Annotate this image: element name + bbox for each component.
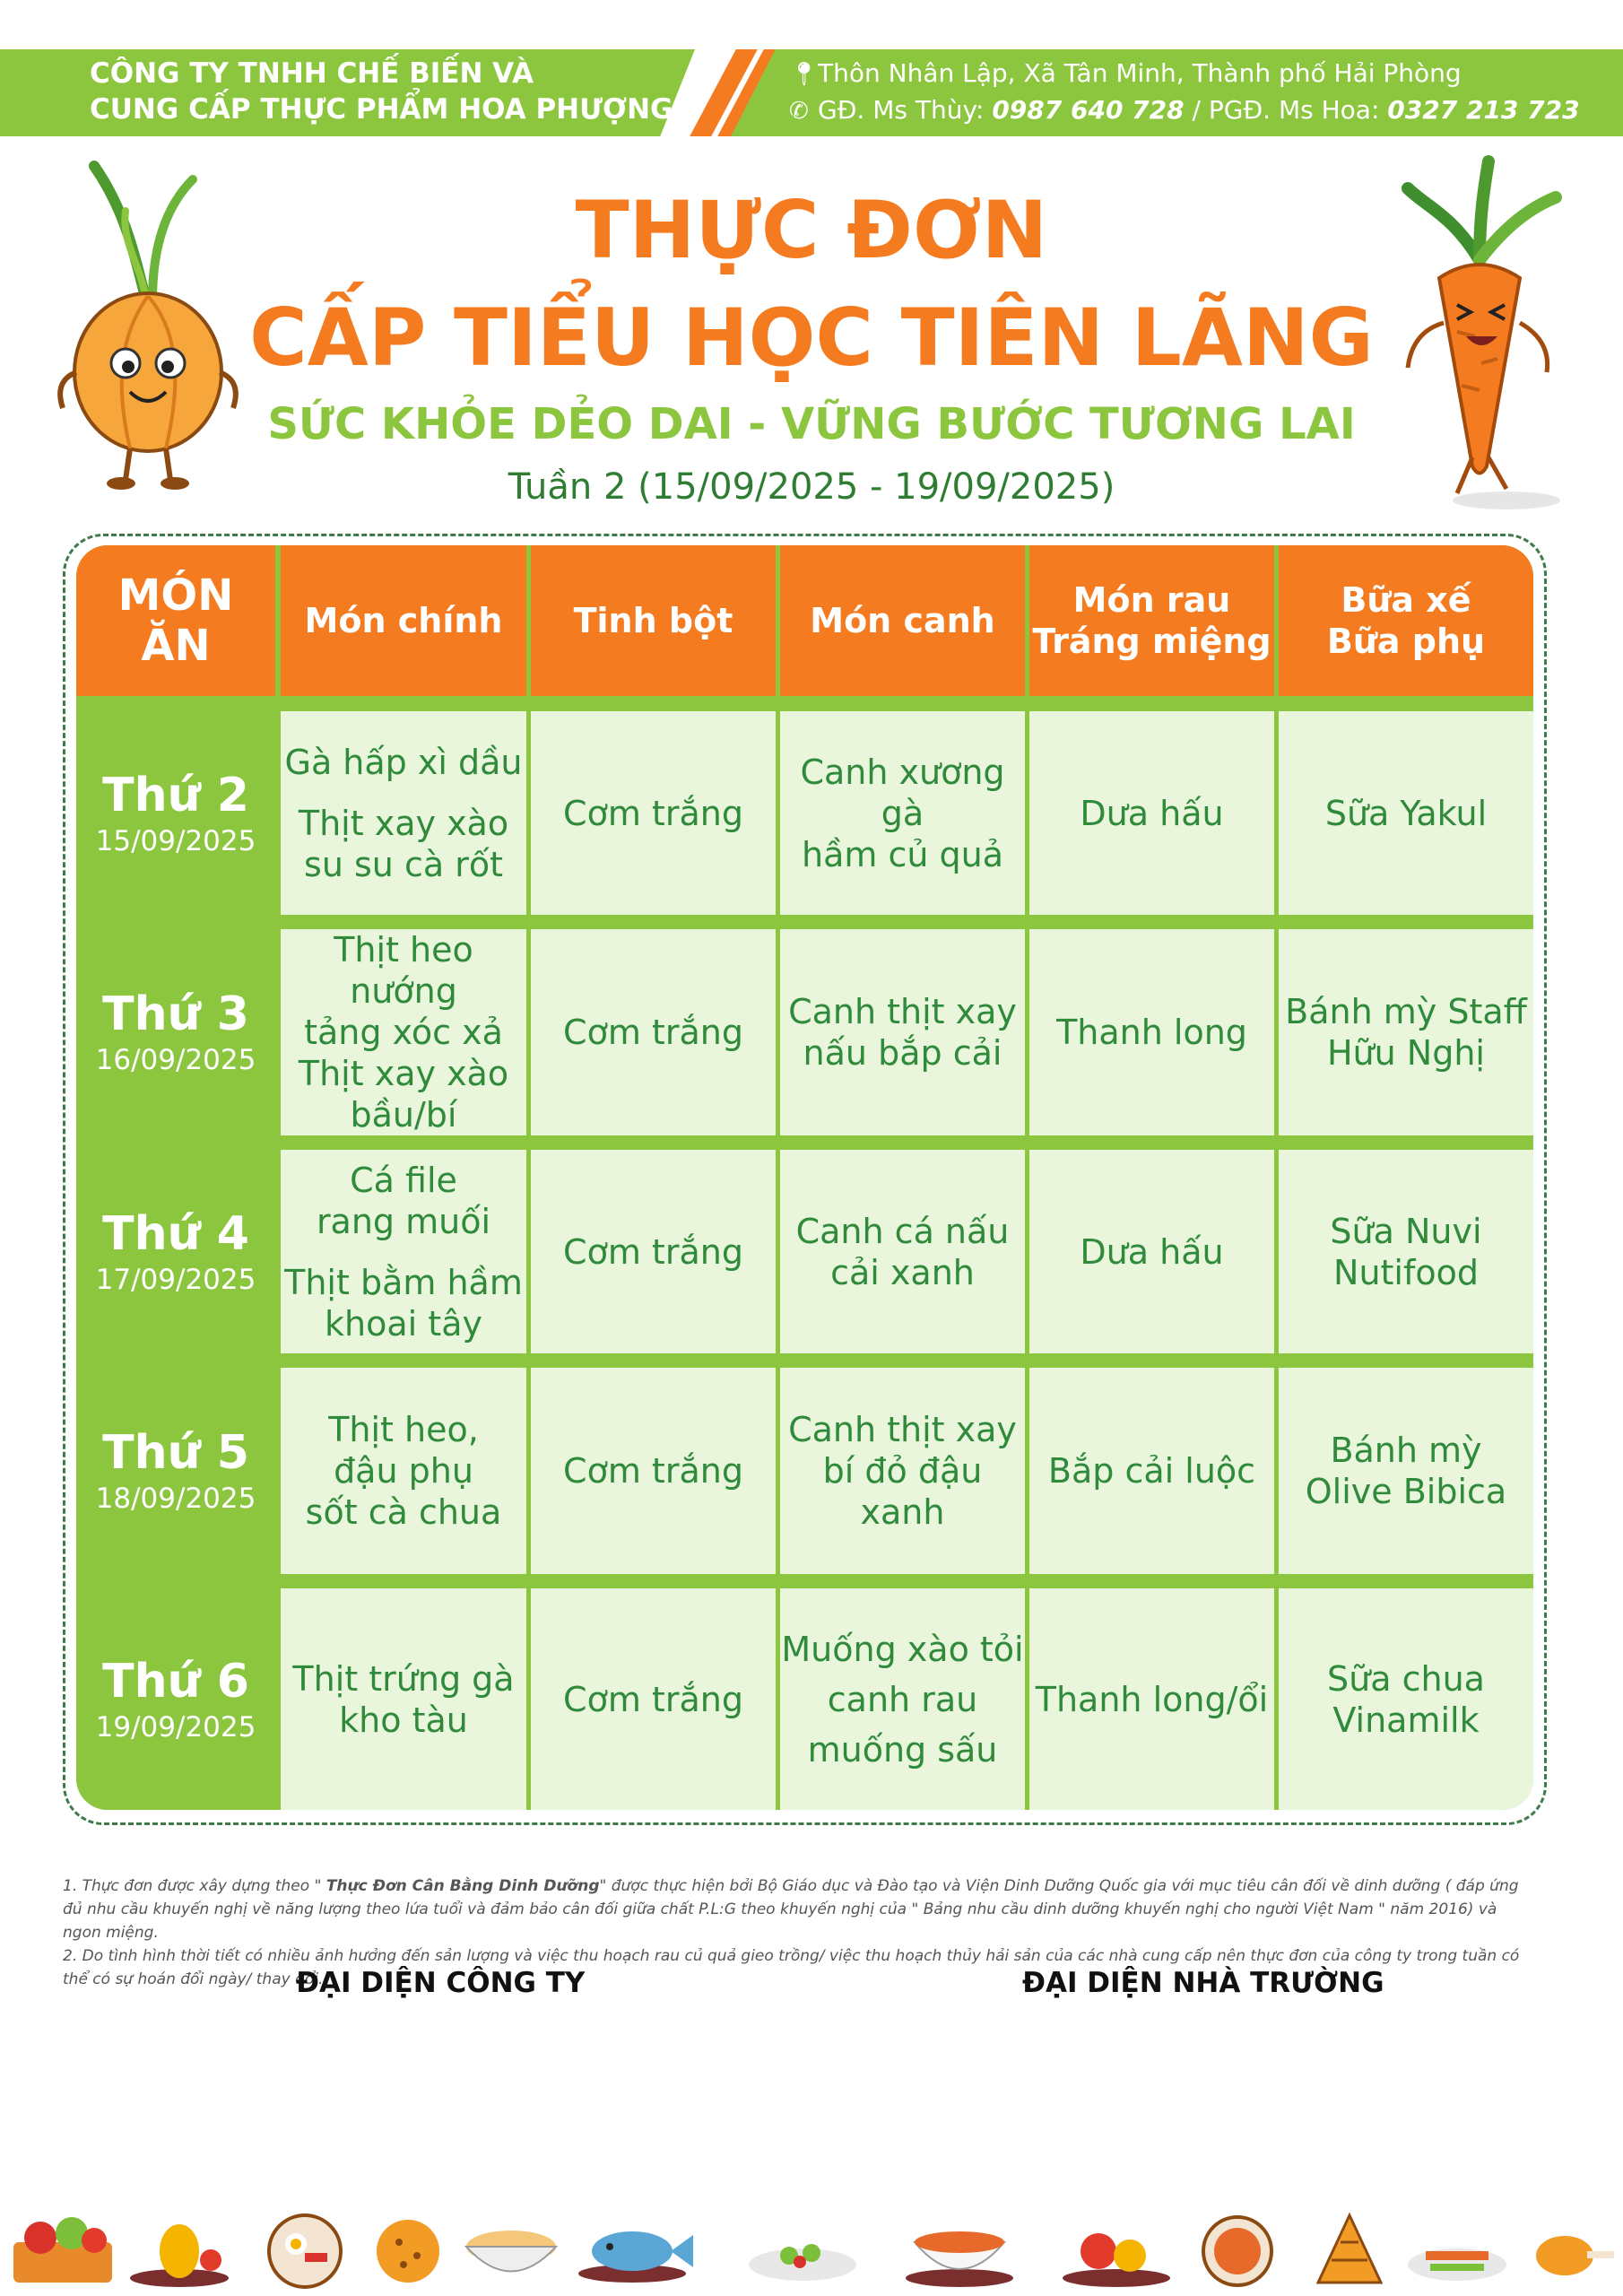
main-dish-a: Gà hấp xì dầu xyxy=(284,742,523,782)
day-cell xyxy=(76,711,275,915)
footnote-1 xyxy=(63,1874,1533,1944)
header-col1-label: Món chính xyxy=(304,601,503,640)
main-dish-b-line1: Thịt xay xào xyxy=(298,1054,509,1093)
footnote-1-part-c: " được thực hiện bởi Bộ Giáo dục và Đào tạo và Viện Dinh Dưỡng Quốc gia với mục tiêu cân đối về dinh dưỡng ( đáp ứng đủ nhu cầu khuyến nghị về năng lượng theo lứa tuổi và đảm bảo cân đối giữa chất P.L:G theo khuyến nghị của " Bảng nhu cầu dinh dưỡng khuyến nghị cho người Việt Nam " năm 2016) và ngon miệng. xyxy=(63,1877,1519,1942)
soup-cell xyxy=(780,1150,1025,1353)
soup-line2: hầm củ quả xyxy=(801,834,1003,874)
header-starch xyxy=(531,545,776,696)
cookie-icon xyxy=(377,2220,439,2283)
day-date: 15/09/2025 xyxy=(95,824,256,857)
week-range: Tuần 2 (15/09/2025 - 19/09/2025) xyxy=(508,466,1115,508)
main-dish-a-line1: Thịt heo nướng xyxy=(334,930,473,1011)
starch: Cơm trắng xyxy=(563,1679,743,1719)
page-subtitle: CẤP TIỂU HỌC TIÊN LÃNG xyxy=(249,291,1374,384)
header-col0-line1: MÓN xyxy=(117,570,234,621)
header-col4-line2: Tráng miệng xyxy=(1032,622,1271,661)
vegetable: Dưa hấu xyxy=(1080,793,1224,833)
food-strip xyxy=(0,2188,1623,2296)
vegetable: Thanh long/ổi xyxy=(1035,1679,1269,1719)
main-dish-b-line1: Thịt xay xào xyxy=(298,803,509,843)
salad-plate-icon xyxy=(749,2244,856,2281)
soup-line2: cải xanh xyxy=(830,1252,975,1292)
main-dish-cell xyxy=(281,1588,526,1810)
snack-cell xyxy=(1279,1588,1533,1810)
snack-line2: Hữu Nghị xyxy=(1326,1033,1485,1073)
soup-line1: Muống xào tỏi xyxy=(781,1629,1024,1669)
main-dish-a-line1: Cá file xyxy=(350,1160,457,1200)
starch-cell xyxy=(531,1150,776,1353)
pear-icon xyxy=(130,2224,229,2287)
main-dish-line1: Thịt heo, xyxy=(328,1410,479,1449)
snack-line2: Nutifood xyxy=(1333,1252,1479,1292)
phone-icon: ✆ xyxy=(789,98,809,125)
starch: Cơm trắng xyxy=(563,1451,743,1491)
footnote-2: 2. Do tình hình thời tiết có nhiều ảnh hưởng đến sản lượng và việc thu hoạch rau củ quả gieo trồng/ việc thu hoạch thủy hải sản của các nhà cung cấp nên thực đơn của công ty trong tuần có thể có sự hoán đổi ngày/ thay đổi. xyxy=(63,1947,1520,1988)
snack: Sữa Yakul xyxy=(1324,793,1488,833)
day-cell xyxy=(76,929,275,1135)
chicken-leg-icon xyxy=(1536,2236,1614,2275)
header-vegetable-dessert xyxy=(1029,545,1274,696)
vegetable-cell xyxy=(1029,1588,1274,1810)
vegetable-cell xyxy=(1029,1368,1274,1574)
vegetable: Bắp cải luộc xyxy=(1047,1451,1256,1491)
soup-line1: Canh cá nấu xyxy=(795,1211,1010,1251)
company-name-line2: CUNG CẤP THỰC PHẨM HOA PHƯỢNG xyxy=(90,93,673,126)
starch: Cơm trắng xyxy=(563,1013,743,1052)
soup-line3: muống sấu xyxy=(807,1729,998,1770)
phone-prefix1: GĐ. Ms Thùy: xyxy=(818,95,993,125)
soup-bowl-icon xyxy=(466,2231,556,2272)
address-line xyxy=(789,56,1580,92)
day-cell xyxy=(76,1150,275,1353)
header-col5-line1: Bữa xế xyxy=(1341,580,1471,620)
soup-cell xyxy=(780,929,1025,1135)
snack-cell xyxy=(1279,711,1533,915)
page-title: THỰC ĐƠN xyxy=(575,184,1048,276)
day-name: Thứ 6 xyxy=(102,1654,249,1709)
main-dish-b-line2: su su cà rốt xyxy=(304,844,503,884)
header-col4-line1: Món rau xyxy=(1072,580,1231,620)
soup-cell xyxy=(780,1368,1025,1574)
footnote-1-part-b: Thực Đơn Cân Bằng Dinh Dưỡng xyxy=(325,1877,600,1895)
main-dish-a-line2: tảng xóc xả xyxy=(304,1013,503,1052)
header-soup xyxy=(780,545,1025,696)
skewer-plate-icon xyxy=(1408,2248,1506,2281)
main-dish-cell xyxy=(281,1368,526,1574)
header-snack xyxy=(1279,545,1533,696)
main-dish-a-line2: rang muối xyxy=(316,1201,491,1241)
slogan: SỨC KHỎE DẺO DAI - VỮNG BƯỚC TƯƠNG LAI xyxy=(267,399,1356,449)
phone-prefix2: PGĐ. Ms Hoa: xyxy=(1208,95,1388,125)
vegetable: Thanh long xyxy=(1056,1013,1247,1052)
snack-cell xyxy=(1279,1150,1533,1353)
soup-line2: nấu bắp cải xyxy=(803,1033,1002,1073)
main-dish-line3: sốt cà chua xyxy=(305,1492,502,1532)
main-dish-cell xyxy=(281,929,526,1135)
school-signature-label: ĐẠI DIỆN NHÀ TRƯỜNG xyxy=(1022,1967,1384,1999)
snack-line1: Sữa Nuvi xyxy=(1330,1211,1482,1251)
soup-cell xyxy=(780,1588,1025,1810)
company-name-line1: CÔNG TY TNHH CHẾ BIẾN VÀ xyxy=(90,57,534,90)
starch-cell xyxy=(531,1588,776,1810)
day-name: Thứ 2 xyxy=(102,768,249,822)
company-signature-label: ĐẠI DIỆN CÔNG TY xyxy=(296,1967,586,1999)
address: Thôn Nhân Lập, Xã Tân Minh, Thành phố Hải Phòng xyxy=(818,58,1462,88)
pie-slice-icon xyxy=(1318,2215,1381,2283)
fruit-basket-icon xyxy=(13,2217,112,2283)
day-date: 17/09/2025 xyxy=(95,1263,256,1296)
day-date: 18/09/2025 xyxy=(95,1483,256,1515)
vegetable: Dưa hấu xyxy=(1080,1231,1224,1272)
day-date: 19/09/2025 xyxy=(95,1710,256,1744)
day-name: Thứ 4 xyxy=(102,1206,249,1261)
vegetable-cell xyxy=(1029,1150,1274,1353)
starch: Cơm trắng xyxy=(563,1231,743,1272)
breakfast-plate-icon xyxy=(269,2215,341,2287)
soup-line2: canh rau xyxy=(827,1679,978,1719)
day-name: Thứ 3 xyxy=(102,987,249,1041)
soup-line2: bí đỏ đậu xanh xyxy=(822,1451,983,1532)
starch-cell xyxy=(531,711,776,915)
snack-line2: Vinamilk xyxy=(1332,1700,1480,1740)
main-dish-cell xyxy=(281,1150,526,1353)
main-dish-cell xyxy=(281,711,526,915)
day-cell xyxy=(76,1368,275,1574)
snack-cell xyxy=(1279,1368,1533,1574)
location-pin-icon: 📍︎ xyxy=(789,61,820,88)
main-dish-b-line1: Thịt bằm hầm xyxy=(284,1262,523,1302)
snack-line1: Bánh mỳ xyxy=(1330,1431,1482,1470)
starch-cell xyxy=(531,1368,776,1574)
day-name: Thứ 5 xyxy=(102,1426,249,1480)
vegetable-cell xyxy=(1029,711,1274,915)
contact-info xyxy=(789,56,1580,129)
phone1: 0987 640 728 xyxy=(992,95,1185,125)
menu-table xyxy=(76,545,1533,1810)
company-name xyxy=(90,56,673,127)
soup-line1: Canh xương gà xyxy=(800,752,1005,833)
pizza-plate-icon xyxy=(1203,2217,1271,2285)
phone-separator: / xyxy=(1184,95,1209,125)
snack-line1: Sữa chua xyxy=(1327,1658,1485,1699)
noodle-bowl-icon xyxy=(906,2231,1013,2287)
snack-line1: Bánh mỳ Staff xyxy=(1285,992,1527,1031)
soup-line1: Canh thịt xay xyxy=(788,992,1017,1031)
header-mon-an xyxy=(76,545,275,696)
soup-line1: Canh thịt xay xyxy=(788,1410,1017,1449)
vegetables-icon xyxy=(1063,2233,1170,2287)
footnote-1-part-a: 1. Thực đơn được xây dựng theo " xyxy=(63,1877,326,1895)
phone-line xyxy=(789,92,1580,129)
fish-icon xyxy=(578,2231,693,2283)
header-col5-line2: Bữa phụ xyxy=(1326,622,1486,661)
snack-cell xyxy=(1279,929,1533,1135)
main-dish-line2: đậu phụ xyxy=(334,1451,473,1491)
starch: Cơm trắng xyxy=(563,793,743,833)
day-date: 16/09/2025 xyxy=(95,1044,256,1076)
day-cell xyxy=(76,1588,275,1810)
header-col0-line2: ĂN xyxy=(141,621,211,671)
main-dish-b-line2: khoai tây xyxy=(325,1303,482,1344)
phone2: 0327 213 723 xyxy=(1387,95,1580,125)
soup-cell xyxy=(780,711,1025,915)
main-dish-line2: kho tàu xyxy=(339,1700,468,1740)
starch-cell xyxy=(531,929,776,1135)
main-dish-b-line2: bầu/bí xyxy=(350,1095,457,1135)
vegetable-cell xyxy=(1029,929,1274,1135)
header-col2-label: Tinh bột xyxy=(573,601,733,640)
header-main-dish xyxy=(281,545,526,696)
header-col3-label: Món canh xyxy=(810,601,995,640)
main-dish-line1: Thịt trứng gà xyxy=(292,1658,515,1699)
snack-line2: Olive Bibica xyxy=(1305,1472,1507,1511)
